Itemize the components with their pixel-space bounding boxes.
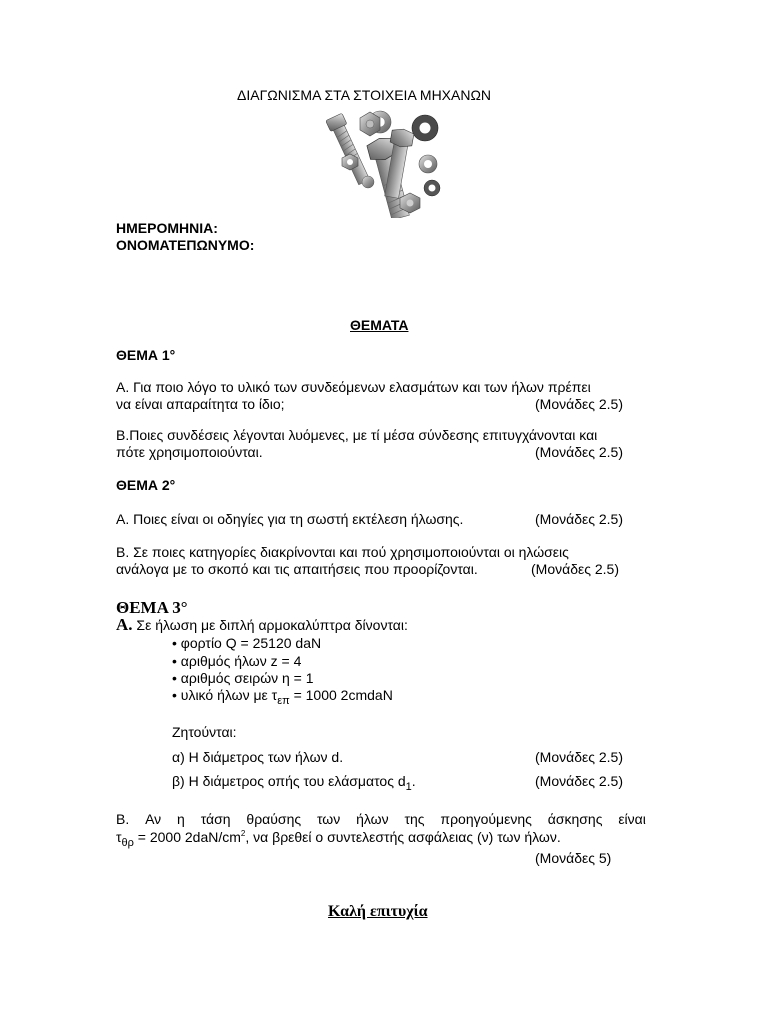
topic1-heading: ΘΕΜΑ 1°: [116, 347, 176, 363]
exam-title: ΔΙΑΓΩΝΙΣΜΑ ΣΤΑ ΣΤΟΙΧΕΙΑ ΜΗΧΑΝΩΝ: [237, 87, 492, 103]
topic2-qB-points: (Μονάδες 2.5): [531, 561, 619, 577]
name-label: ΟΝΟΜΑΤΕΠΩΝΥΜΟ:: [116, 237, 255, 253]
topic2-qA-line1: Α. Ποιες είναι οι οδηγίες για τη σωστή εκτέλεση ήλωσης.: [116, 511, 464, 527]
topic3-ask-b-points: (Μονάδες 2.5): [535, 773, 623, 789]
topic3-bullet-load: • φορτίο Q = 25120 daN: [172, 635, 322, 651]
topic3-ask-a-points: (Μονάδες 2.5): [535, 749, 623, 765]
topic2-qA-points: (Μονάδες 2.5): [535, 511, 623, 527]
topic2-qB-line1: Β. Σε ποιες κατηγορίες διακρίνονται και πού χρησιμοποιούνται οι ηλώσεις: [116, 544, 569, 560]
topic3-qA-intro: Σε ήλωση με διπλή αρμοκαλύπτρα δίνονται:: [136, 617, 408, 633]
topic2-qB-line2: ανάλογα με το σκοπό και τις απαιτήσεις που προορίζονται.: [116, 561, 478, 577]
topic3-qA-label: Α.: [116, 615, 133, 634]
topic1-qA-line1: Α. Για ποιο λόγο το υλικό των συνδεόμενων ελασμάτων και των ήλων πρέπει: [116, 379, 591, 395]
date-label: ΗΜΕΡΟΜΗΝΙΑ:: [116, 220, 218, 236]
topic1-qA-line2: να είναι απαραίτητα το ίδιο;: [116, 396, 285, 412]
topic3-qB-line2: $\tau_{\theta\rho} = 2000$ $2daN/cm^2$, να βρεθεί ο συντελεστής ασφάλειας (ν) των ήλων.: [116, 829, 561, 849]
topic3-bullet-rows: • αριθμός σειρών η = 1: [172, 670, 314, 686]
topic1-qA-points: (Μονάδες 2.5): [535, 396, 623, 412]
topic3-qB-points: (Μονάδες 5): [535, 850, 612, 866]
topic3-required: Ζητούνται:: [172, 724, 237, 740]
topic3-bullet-rivets: • αριθμός ήλων z = 4: [172, 653, 302, 669]
closing-wish: Καλή επιτυχία: [328, 903, 428, 920]
topic1-qB-points: (Μονάδες 2.5): [535, 444, 623, 460]
topic3-heading: ΘΕΜΑ 3°: [116, 598, 188, 617]
topic2-heading: ΘΕΜΑ 2°: [116, 477, 176, 493]
topic3-qB-line1: Β. Αν η τάση θραύσης των ήλων της προηγούμενης άσκησης είναι: [116, 811, 646, 827]
bolts-and-nuts-image: [320, 108, 448, 218]
topic1-qB-line2: πότε χρησιμοποιούνται.: [116, 444, 263, 460]
section-title: ΘΕΜΑΤΑ: [350, 317, 409, 333]
topic3-bullet-material: • υλικό ήλων με $\tau_{\varepsilon\pi} = 1000$ 2cmdaN: [172, 687, 393, 707]
topic3-ask-a: α) Η διάμετρος των ήλων d.: [172, 749, 344, 765]
topic1-qB-line1: Β.Ποιες συνδέσεις λέγονται λυόμενες, με τί μέσα σύνδεσης επιτυγχάνονται και: [116, 427, 598, 443]
topic3-ask-b: β) Η διάμετρος οπής του ελάσματος $d_1$.: [172, 773, 416, 793]
